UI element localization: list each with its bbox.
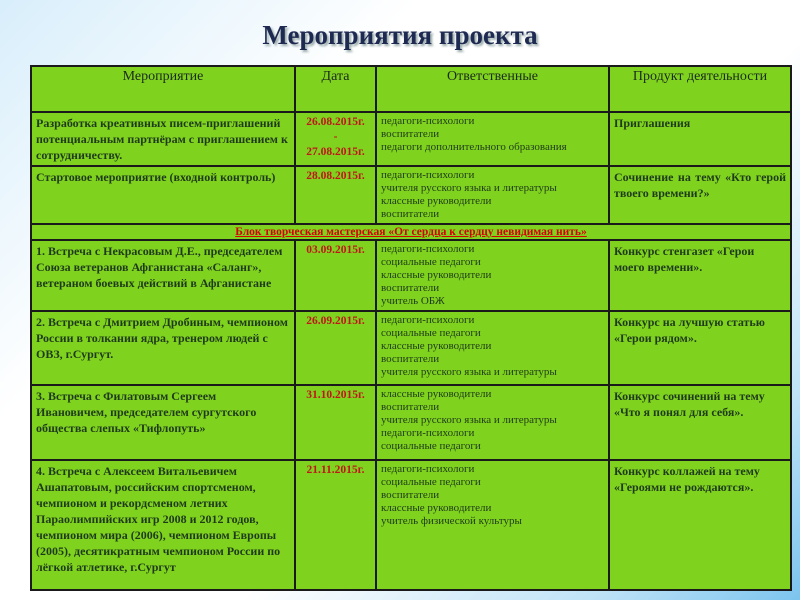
product-cell: Приглашения: [609, 112, 791, 166]
responsible-item: воспитатели: [381, 353, 440, 365]
responsible-item: педагоги дополнительного образования: [381, 141, 567, 153]
header-date: Дата: [295, 66, 376, 112]
responsible-item: воспитатели: [381, 282, 440, 294]
events-table: [30, 65, 792, 591]
responsible-item: учителя русского языка и литературы: [381, 366, 557, 378]
event-cell: 1. Встреча с Некрасовым Д.Е., председателем Союза ветеранов Афганистана «Саланг», ветераном боевых действий в Афганистане: [31, 240, 295, 311]
responsible-cell: [376, 460, 609, 590]
table-row: [31, 311, 791, 385]
responsible-item: учитель ОБЖ: [381, 295, 445, 307]
product-cell: Сочинение на тему «Кто герой твоего времени?»: [609, 166, 791, 224]
responsible-item: классные руководители: [381, 340, 492, 352]
date-line: 31.10.2015г.: [306, 389, 365, 401]
product-cell: Конкурс сочинений на тему «Что я понял для себя».: [609, 385, 791, 460]
responsible-cell: [376, 311, 609, 385]
date-line: 26.08.2015г.: [306, 116, 365, 128]
date-cell: [295, 240, 376, 311]
responsible-item: учитель физической культуры: [381, 515, 522, 527]
header-event: Мероприятие: [31, 66, 295, 112]
date-cell: [295, 311, 376, 385]
table-row: [31, 240, 791, 311]
responsible-item: классные руководители: [381, 388, 492, 400]
date-cell: [295, 166, 376, 224]
responsible-item: воспитатели: [381, 489, 440, 501]
table-row: [31, 385, 791, 460]
product-cell: Конкурс на лучшую статью «Герои рядом».: [609, 311, 791, 385]
date-cell: [295, 112, 376, 166]
responsible-item: педагоги-психологи: [381, 169, 475, 181]
responsible-item: педагоги-психологи: [381, 115, 475, 127]
date-cell: [295, 385, 376, 460]
responsible-item: педагоги-психологи: [381, 463, 475, 475]
event-cell: 4. Встреча с Алексеем Витальевичем Ашапатовым, российским спортсменом, чемпионом и рекордсменом летних Параолимпийских игр 2008 и 2012 годов, чемпионом мира (2006), чемпионом Европы (2005), десятикратным чемпионом России по лёгкой атлетике, г.Сургут: [31, 460, 295, 590]
responsible-item: учителя русского языка и литературы: [381, 414, 557, 426]
event-cell: 2. Встреча с Дмитрием Дробиным, чемпионом России в толкании ядра, тренером людей с ОВЗ, г.Сургут.: [31, 311, 295, 385]
responsible-cell: [376, 240, 609, 311]
responsible-cell: [376, 385, 609, 460]
responsible-item: педагоги-психологи: [381, 427, 475, 439]
responsible-cell: [376, 166, 609, 224]
responsible-item: классные руководители: [381, 195, 492, 207]
date-cell: [295, 460, 376, 590]
date-line: -: [333, 131, 338, 143]
date-line: 27.08.2015г.: [306, 146, 365, 158]
responsible-item: воспитатели: [381, 208, 440, 220]
table-row: [31, 166, 791, 224]
product-cell: Конкурс коллажей на тему «Героями не рождаются».: [609, 460, 791, 590]
responsible-item: социальные педагоги: [381, 256, 481, 268]
responsible-item: воспитатели: [381, 401, 440, 413]
responsible-item: классные руководители: [381, 502, 492, 514]
responsible-item: педагоги-психологи: [381, 314, 475, 326]
block-row: [31, 224, 791, 240]
table-header-row: [31, 66, 791, 112]
table-row: [31, 112, 791, 166]
responsible-item: учителя русского языка и литературы: [381, 182, 557, 194]
date-line: 03.09.2015г.: [306, 244, 365, 256]
responsible-item: воспитатели: [381, 128, 440, 140]
responsible-item: социальные педагоги: [381, 476, 481, 488]
table-row: [31, 460, 791, 590]
product-cell: Конкурс стенгазет «Герои моего времени».: [609, 240, 791, 311]
responsible-cell: [376, 112, 609, 166]
responsible-item: социальные педагоги: [381, 440, 481, 452]
date-line: 28.08.2015г.: [306, 170, 365, 182]
event-cell: Разработка креативных писем-приглашений потенциальным партнёрам с приглашением к сотрудничеству.: [31, 112, 295, 166]
event-cell: 3. Встреча с Филатовым Сергеем Ивановичем, председателем сургутского общества слепых «Тифлопуть»: [31, 385, 295, 460]
header-product: Продукт деятельности: [609, 66, 791, 112]
block-title: Блок творческая мастерская «От сердца к сердцу невидимая нить»: [31, 224, 791, 240]
responsible-item: социальные педагоги: [381, 327, 481, 339]
date-line: 26.09.2015г.: [306, 315, 365, 327]
responsible-item: классные руководители: [381, 269, 492, 281]
header-responsible: Ответственные: [376, 66, 609, 112]
event-cell: Стартовое мероприятие (входной контроль): [31, 166, 295, 224]
slide-title: Мероприятия проекта: [262, 20, 538, 50]
date-line: 21.11.2015г.: [306, 464, 365, 476]
responsible-item: педагоги-психологи: [381, 243, 475, 255]
